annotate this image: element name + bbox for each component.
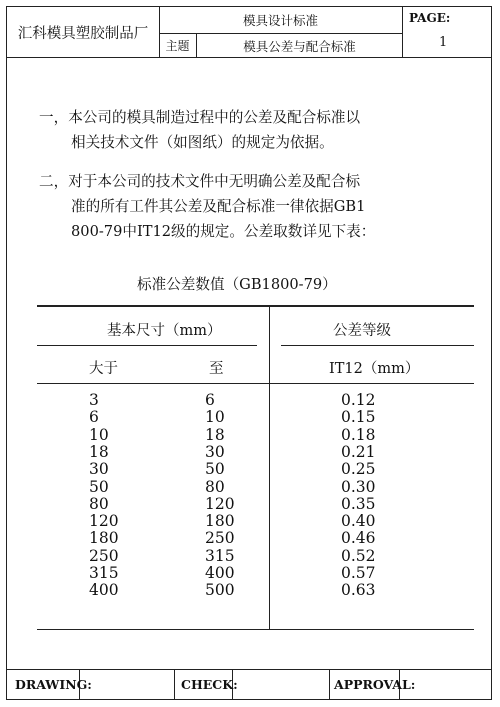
table-cell-from: 80 — [89, 494, 109, 513]
approval-signature-field[interactable] — [400, 670, 491, 700]
table-row — [37, 479, 474, 496]
check-label-cell — [175, 670, 238, 700]
paragraph-2-line-3: 800-79中IT12级的规定。公差取数详见下表： — [71, 223, 376, 240]
table-cell-to: 50 — [205, 460, 225, 479]
table-cell-it12: 0.52 — [341, 546, 376, 565]
table-cell-from: 6 — [89, 408, 99, 427]
table-cell-it12: 0.35 — [341, 494, 376, 513]
drawing-label: DRAWING: — [15, 677, 92, 692]
table-top-rule — [37, 305, 474, 307]
table-cell-to: 30 — [205, 442, 225, 461]
table-cell-from: 10 — [89, 425, 109, 444]
size-group-header: 基本尺寸（mm） — [107, 323, 222, 339]
table-cell-it12: 0.15 — [341, 408, 376, 427]
table-cell-it12: 0.46 — [341, 529, 376, 548]
drawing-label-cell — [7, 670, 92, 700]
paragraph-1-line-2: 相关技术文件（如图纸）的规定为依据。 — [71, 134, 334, 151]
title-block — [7, 7, 491, 58]
table-row — [37, 565, 474, 582]
table-cell-from: 18 — [89, 442, 109, 461]
table-cell-to: 10 — [205, 408, 225, 427]
table-row — [37, 427, 474, 444]
table-cell-to: 6 — [205, 391, 215, 409]
check-label: CHECK: — [181, 677, 238, 692]
table-cell-it12: 0.12 — [341, 391, 376, 409]
table-cell-it12: 0.30 — [341, 477, 376, 496]
subject-value: 模具公差与配合标准 — [197, 34, 403, 57]
table-cell-to: 18 — [205, 425, 225, 444]
table-cell-from: 315 — [89, 564, 119, 582]
table-row — [37, 392, 474, 409]
table-cell-to: 400 — [205, 564, 235, 582]
table-cell-from: 30 — [89, 460, 109, 479]
approval-label: APPROVAL: — [334, 677, 416, 692]
table-mid-rule-right — [281, 345, 474, 346]
table-row — [37, 444, 474, 461]
table-row — [37, 530, 474, 547]
table-title: 标准公差数值（GB1800-79） — [137, 276, 337, 293]
approval-label-cell — [330, 670, 416, 700]
table-row — [37, 496, 474, 513]
tolerance-grade-header: 公差等级 — [333, 323, 391, 339]
table-cell-from: 180 — [89, 529, 119, 548]
table-row — [37, 582, 474, 599]
table-row — [37, 461, 474, 478]
document-title: 模具设计标准 — [159, 7, 403, 34]
check-signature-field[interactable] — [233, 670, 330, 700]
table-cell-to: 80 — [205, 477, 225, 496]
subject-label: 主题 — [159, 34, 197, 57]
tolerance-table — [37, 305, 474, 630]
table-cell-it12: 0.63 — [341, 581, 376, 600]
table-cell-to: 315 — [205, 546, 235, 565]
table-row — [37, 409, 474, 426]
company-name: 汇科模具塑胶制品厂 — [7, 7, 160, 57]
table-cell-from: 3 — [89, 391, 99, 409]
table-cell-it12: 0.18 — [341, 425, 376, 444]
table-cell-to: 120 — [205, 494, 235, 513]
page-label: PAGE: — [409, 11, 451, 25]
paragraph-2-line-1: 二，对于本公司的技术文件中无明确公差及配合标 — [39, 173, 361, 190]
page-number: 1 — [439, 35, 448, 50]
table-cell-from: 50 — [89, 477, 109, 496]
from-column-header: 大于 — [89, 361, 118, 377]
table-cell-it12: 0.25 — [341, 460, 376, 479]
table-cell-to: 500 — [205, 581, 235, 600]
it12-column-header: IT12（mm） — [329, 361, 420, 377]
table-cell-to: 180 — [205, 512, 235, 531]
table-cell-it12: 0.40 — [341, 512, 376, 531]
table-cell-to: 250 — [205, 529, 235, 548]
table-row — [37, 513, 474, 530]
table-cell-it12: 0.57 — [341, 564, 376, 582]
table-mid-rule-left — [37, 345, 257, 346]
approval-block — [7, 669, 491, 700]
table-row — [37, 548, 474, 565]
table-bottom-rule — [37, 629, 474, 631]
table-cell-from: 400 — [89, 581, 119, 600]
table-cell-from: 250 — [89, 546, 119, 565]
paragraph-2 — [39, 169, 459, 244]
to-column-header: 至 — [209, 361, 224, 377]
paragraph-1 — [39, 105, 459, 155]
table-cell-it12: 0.21 — [341, 442, 376, 461]
drawing-signature-field[interactable] — [80, 670, 175, 700]
paragraph-1-line-1: 一，本公司的模具制造过程中的公差及配合标准以 — [39, 109, 361, 126]
paragraph-2-line-2: 准的所有工件其公差及配合标准一律依据GB1 — [71, 198, 366, 215]
table-header-rule — [37, 383, 474, 384]
table-cell-from: 120 — [89, 512, 119, 531]
document-frame — [6, 6, 492, 700]
